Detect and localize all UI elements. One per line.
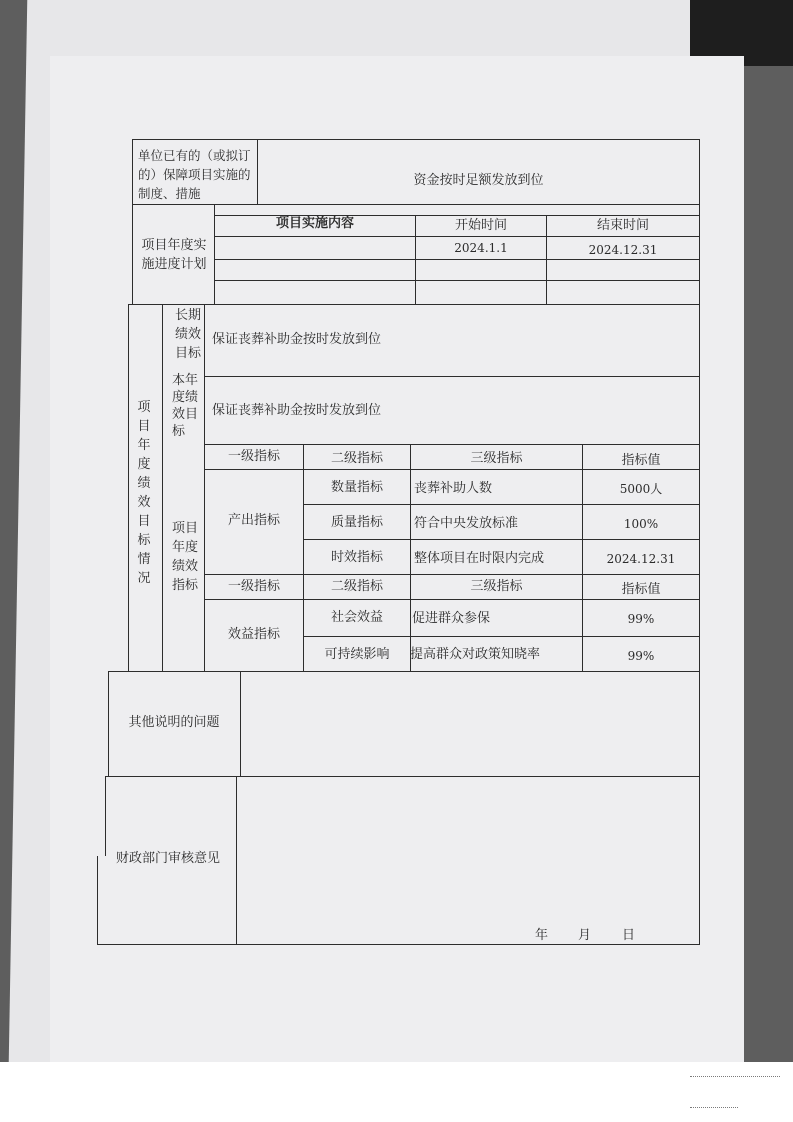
- indicator-label: 项目年度绩效指标: [171, 521, 198, 593]
- finance-review-label: 财政部门审核意见: [115, 851, 220, 866]
- benefit-label: 效益指标: [227, 627, 280, 642]
- benefit-row-1-l2: 社会效益: [330, 610, 383, 625]
- output-row-1-val: 5000人: [619, 482, 663, 496]
- annual-value: 保证丧葬补助金按时发放到位: [212, 403, 382, 418]
- indicator-header2-val: 指标值: [621, 582, 661, 597]
- output-row-2-l3: 符合中央发放标准: [414, 516, 519, 531]
- output-row-2-l2: 质量指标: [330, 515, 383, 530]
- indicator-header2-l2: 二级指标: [330, 579, 383, 594]
- indicator-header-l3: 三级指标: [470, 451, 523, 466]
- dotted-mark-1: [690, 1076, 780, 1077]
- date-month: 月: [578, 928, 592, 943]
- indicator-header-l1: 一级指标: [227, 449, 280, 464]
- schedule-end-date: 2024.12.31: [588, 243, 658, 257]
- indicator-header-l2: 二级指标: [330, 451, 383, 466]
- schedule-header-content: 项目实施内容: [275, 216, 354, 231]
- output-row-2-val: 100%: [623, 517, 659, 531]
- schedule-header-start: 开始时间: [454, 218, 507, 233]
- longterm-value: 保证丧葬补助金按时发放到位: [212, 332, 382, 347]
- schedule-label: 项目年度实施进度计划: [141, 238, 207, 272]
- benefit-row-2-l3: 提高群众对政策知晓率: [410, 647, 541, 662]
- benefit-row-2-val: 99%: [627, 649, 655, 663]
- guarantee-value: 资金按时足额发放到位: [413, 173, 544, 188]
- longterm-label: 长期绩效目标: [175, 308, 202, 361]
- output-row-3-val: 2024.12.31: [606, 552, 676, 566]
- schedule-header-end: 结束时间: [596, 218, 649, 233]
- output-label: 产出指标: [227, 513, 280, 528]
- other-notes-label: 其他说明的问题: [128, 715, 220, 730]
- output-row-3-l3: 整体项目在时限内完成: [414, 551, 545, 566]
- perf-label: 项目年度绩效目标情况: [137, 400, 151, 586]
- indicator-header2-l3: 三级指标: [470, 579, 523, 594]
- benefit-row-2-l2: 可持续影响: [324, 647, 390, 662]
- indicator-header-val: 指标值: [621, 453, 661, 468]
- schedule-start-date: 2024.1.1: [454, 241, 508, 255]
- output-row-1-l3: 丧葬补助人数: [414, 481, 493, 496]
- output-row-3-l2: 时效指标: [330, 550, 383, 565]
- indicator-header2-l1: 一级指标: [227, 579, 280, 594]
- benefit-row-1-l3: 促进群众参保: [412, 611, 491, 626]
- form-sheet: [50, 56, 744, 1062]
- output-row-1-l2: 数量指标: [330, 480, 383, 495]
- annual-label: 本年度绩效目标: [172, 373, 199, 439]
- guarantee-label: 单位已有的（或拟订的）保障项目实施的制度、措施: [138, 148, 251, 201]
- benefit-row-1-val: 99%: [627, 612, 655, 626]
- dotted-mark-2: [690, 1107, 738, 1108]
- date-day: 日: [622, 928, 636, 943]
- date-year: 年: [535, 928, 549, 943]
